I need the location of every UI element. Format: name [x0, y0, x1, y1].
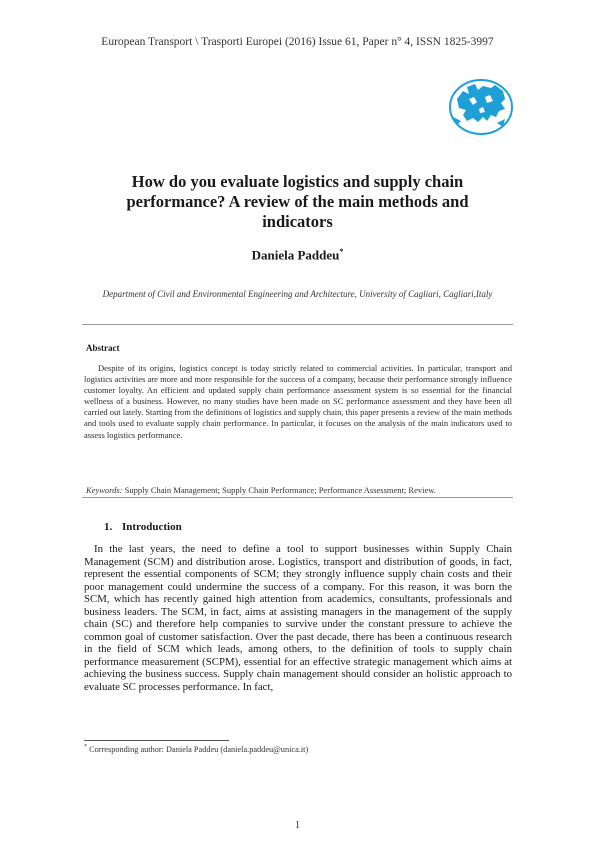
abstract-text: Despite of its origins, logistics concept is today strictly related to commercial activities. In particular, transport and logistics activities are more and more responsible for the success of a company, because their performance strongly influence customer loyalty. An efficient and updated supply chain performance assessment system is so essential for the financial wellness of a business. However, no many studies have been made on SC performance assessment and they have been all carried out lately. Starting from the definitions of logistics and supply chain, this paper presents a review of the main methods and tools used to evaluate supply chain performance. In particular, it focuses on the analysis of the main indicators used to assess logistics performance.	[84, 363, 512, 440]
journal-header: European Transport \ Trasporti Europei (2016) Issue 61, Paper n° 4, ISSN 1825-3997	[101, 36, 494, 48]
introduction-paragraph: In the last years, the need to define a tool to support businesses within Supply Chain Management (SCM) and distribution arose. Logistics, transport and distribution of goods, in fact, represent the essential components of SCM; they strongly influence supply chain costs and their poor management could undermine the success of a company. For this reason, it was born the SCM, which has recently gained high attention from academics, consultants, professionals and business leaders. The SCM, in fact, aims at assisting managers in the management of the supply chain (SC) and therefore help companies to survive under the constant pressure to achieve the common goal of customer satisfaction. Over the past decade, there has been a continuous research in the field of SCM which leads, among others, to the definition of tools to supply chain performance measurement (SCPM), essential for an effective strategic management which aims at achieving the business success. Supply chain management should consider an holistic approach to evaluate SC processes performance. In fact,	[84, 543, 512, 694]
divider-top	[82, 324, 513, 325]
footnote-divider	[84, 740, 229, 741]
section-number: 1.	[104, 521, 113, 533]
europe-map-globe-logo	[447, 77, 515, 137]
paper-title: How do you evaluate logistics and supply chain performance? A review of the main methods and indicators	[126, 172, 469, 231]
footnote-text: Corresponding author: Daniela Paddeu (daniela.paddeu@unica.it)	[89, 744, 309, 754]
keywords-text: Supply Chain Management; Supply Chain Performance; Performance Assessment; Review.	[124, 485, 436, 495]
affiliation: Department of Civil and Environmental Engineering and Architecture, University of Cagliari, Cagliari,Italy	[102, 289, 493, 299]
author-line	[0, 247, 595, 263]
keywords-line	[86, 485, 436, 495]
footnote	[84, 744, 308, 754]
page-number: 1	[294, 820, 301, 831]
footnote-mark: *	[84, 744, 87, 750]
keywords-label: Keywords:	[86, 485, 123, 495]
section-title: Introduction	[122, 521, 182, 533]
author-name: Daniela Paddeu	[251, 247, 340, 263]
section-heading	[104, 521, 182, 533]
author-footnote-mark: *	[339, 247, 344, 256]
divider-bottom	[82, 497, 513, 498]
abstract-heading: Abstract	[86, 343, 120, 353]
